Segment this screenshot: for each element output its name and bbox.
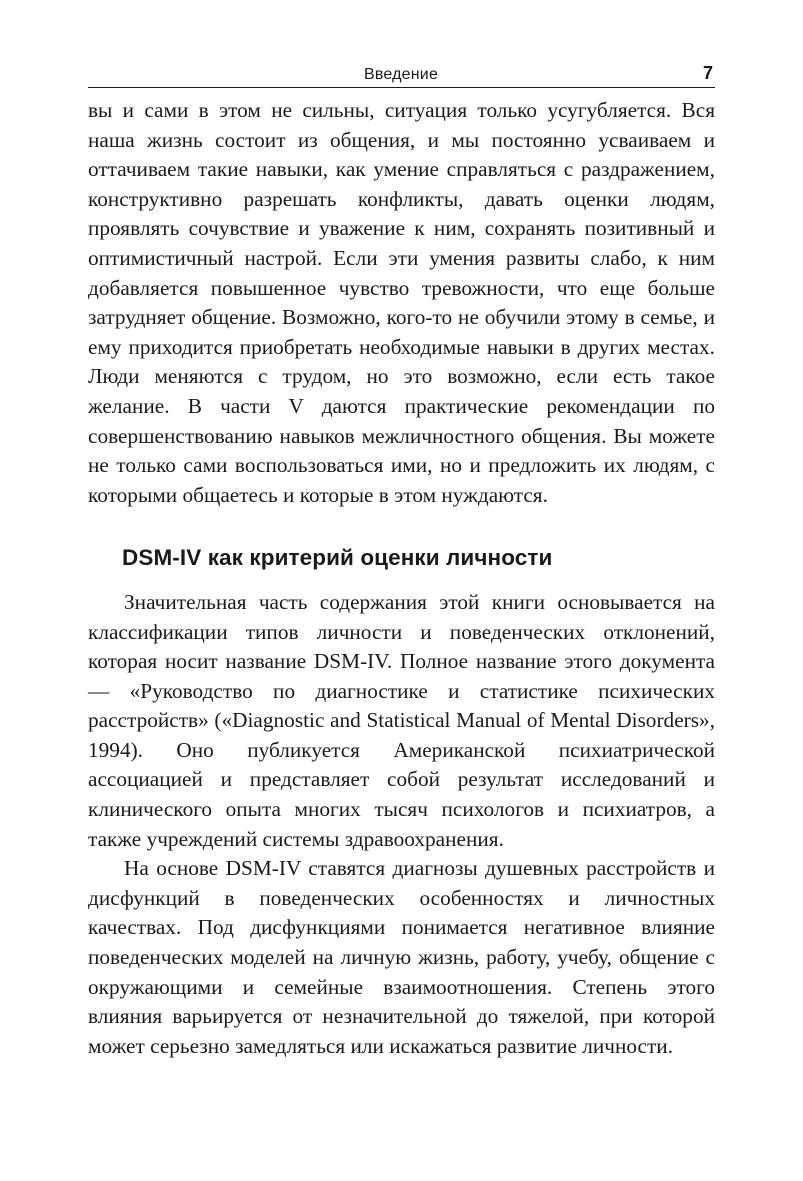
paragraph: Значительная часть содержания этой книги основывается на классификации типов личности и поведенческих отклонений, которая носит название DSM-IV. Полное название этого документа — «Руководство по диагностике и статистике психических расстройств» («Diagnostic and Statistical Manual of Mental Disorders», 1994). Оно публикуется Американской психиатрической ассоциацией и представляет собой результат исследований и клинического опыта многих тысяч психологов и психиатров, а также учреждений системы здравоохранения. <box>88 589 715 851</box>
section-heading: DSM-IV как критерий оценки личности <box>122 545 553 571</box>
page-number: 7 <box>702 63 713 83</box>
running-head-title: Введение <box>364 66 439 83</box>
paragraph: На основе DSM-IV ставятся диагнозы душевных расстройств и дисфункций в поведенческих особенностях и личностных качествах. Под дисфункциями понимается негативное влияние поведенческих моделей на личную жизнь, работу, учебу, общение с окружающими и семейные взаимоотношения. Степень этого влияния варьируется от незначительной до тяжелой, при которой может серьезно замедляться или искажаться развитие личности. <box>88 856 715 1058</box>
paragraph-continued: вы и сами в этом не сильны, ситуация только усугубляется. Вся наша жизнь состоит из общения, и мы постоянно усваиваем и оттачиваем такие навыки, как умение справляться с раздражением, конструктивно разрешать конфликты, давать оценки людям, проявлять сочувствие и уважение к ним, сохранять позитивный и оптимистичный настрой. Если эти умения развиты слабо, к ним добавляется повышенное чувство тревожности, что еще больше затрудняет общение. Возможно, кого-то не обучили этому в семье, и ему приходится приобретать необходимые навыки в других местах. Люди меняются с трудом, но это возможно, если есть такое желание. В части V даются практические рекомендации по совершенствованию навыков межличностного общения. Вы можете не только сами воспользоваться ими, но и предложить их людям, с которыми общаетесь и которые в этом нуждаются. <box>88 98 715 507</box>
running-head <box>88 62 715 88</box>
body-text <box>88 96 715 1061</box>
book-page <box>88 62 715 1061</box>
